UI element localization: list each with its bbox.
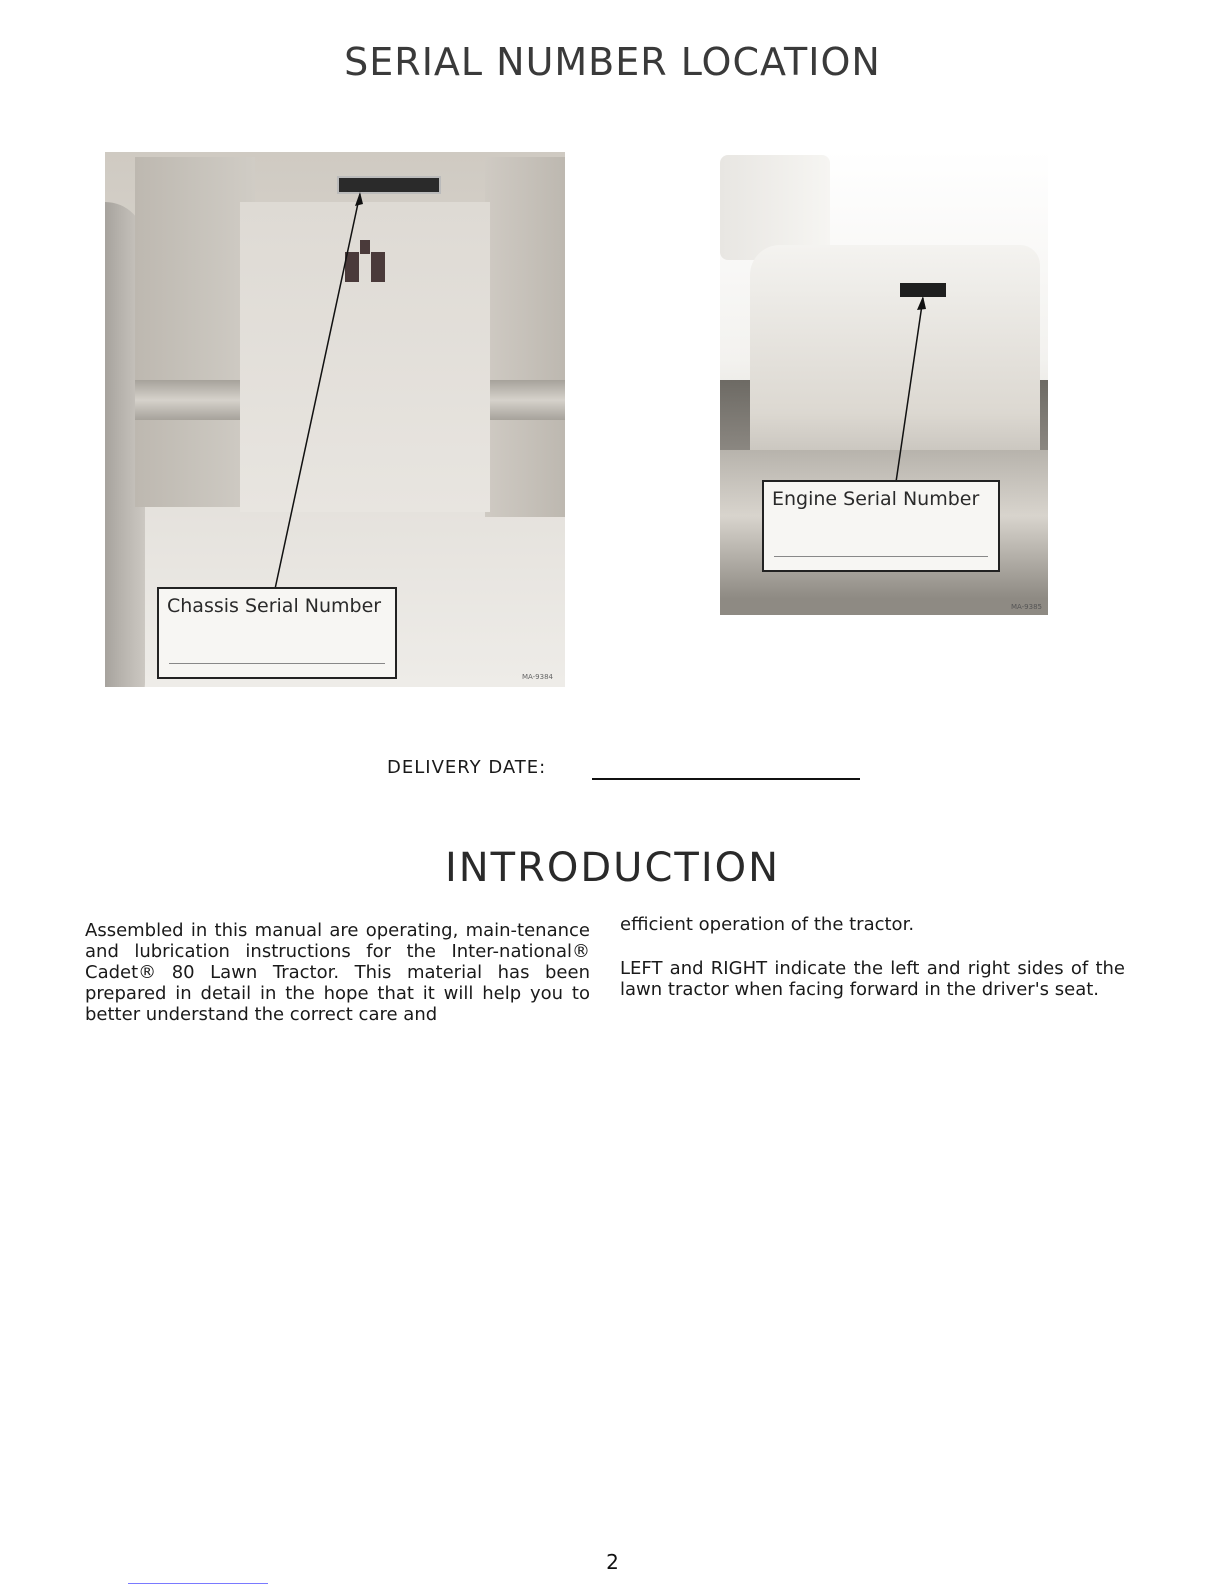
introduction-continuation: efficient operation of the tractor. — [620, 914, 915, 935]
delivery-date-field-line — [592, 778, 860, 780]
chassis-serial-label: Chassis Serial Number — [167, 595, 382, 617]
introduction-title: INTRODUCTION — [444, 845, 781, 891]
engine-serial-label-box — [762, 480, 1000, 572]
ih-logo-left — [345, 252, 359, 282]
engine-serial-label: Engine Serial Number — [772, 488, 980, 510]
chassis-figure-code: MA-9384 — [521, 673, 553, 681]
chassis-photo — [105, 152, 565, 687]
engine-shroud — [750, 245, 1040, 485]
chassis-serial-write-line — [169, 663, 385, 664]
introduction-right-column — [620, 914, 1125, 1021]
delivery-date-label: DELIVERY DATE: — [387, 757, 547, 778]
ih-logo-top — [360, 240, 370, 254]
chassis-serial-plate — [337, 176, 441, 194]
chassis-serial-label-box — [157, 587, 397, 679]
page-number: 2 — [606, 1550, 619, 1574]
ih-logo-right — [371, 252, 385, 282]
chassis-side-right — [485, 157, 565, 517]
introduction-left-paragraph: Assembled in this manual are operating, main-tenance and lubrication instructions for the Inter-national® Cadet® 80 Lawn Tractor. This material has been prepared in detail in the hope that it will help you to better understand the correct care and — [85, 920, 590, 1025]
engine-serial-plate — [900, 283, 946, 297]
bottom-rule — [128, 1583, 268, 1584]
engine-figure-code: MA-9385 — [1010, 603, 1042, 611]
page-heading: SERIAL NUMBER LOCATION — [344, 40, 881, 84]
left-right-definition: LEFT and RIGHT indicate the left and right sides of the lawn tractor when facing forward in the driver's seat. — [620, 958, 1125, 1000]
engine-photo — [720, 150, 1048, 615]
engine-serial-write-line — [774, 556, 988, 557]
chassis-side-left — [135, 157, 255, 507]
